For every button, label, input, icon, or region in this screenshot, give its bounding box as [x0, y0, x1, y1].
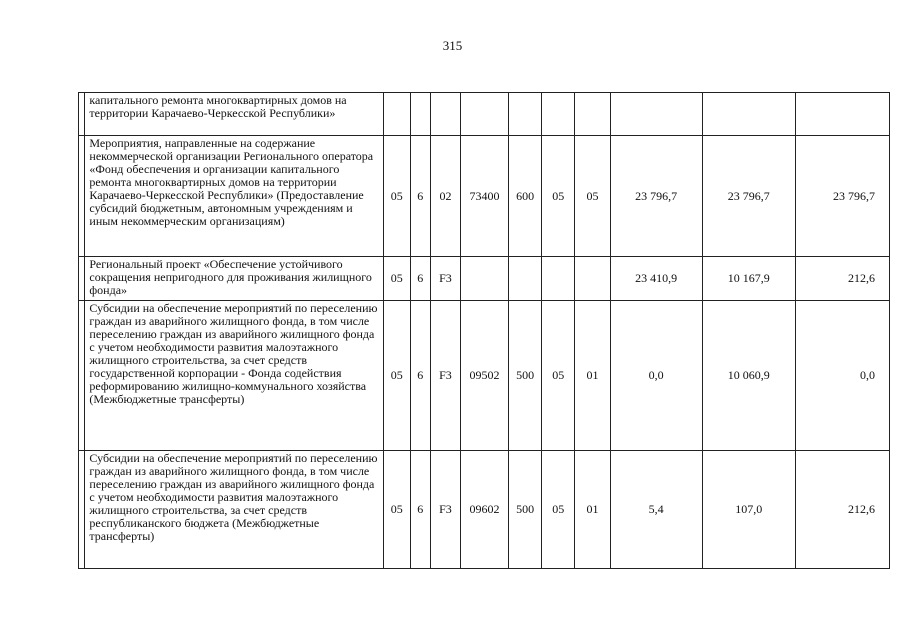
- description-cell: Мероприятия, направленные на содержание некоммерческой организации Регионального оператора «Фонд обеспечения и организации капитального ремонта многоквартирных домов на территории Карачаево-Черкесской Республики» (Предоставление субсидий бюджетным, автономным учреждениям и иным некоммерческим организациям): [85, 136, 384, 257]
- code-cell: [460, 93, 508, 136]
- description-cell: Субсидии на обеспечение мероприятий по переселению граждан из аварийного жилищного фонда, в том числе переселению граждан из аварийного жилищного фонда с учетом необходимости развития малоэтажного жилищного строительства, за счет средств республиканского бюджета (Межбюджетные трансферты): [85, 451, 384, 569]
- code-cell: 05: [383, 301, 410, 451]
- description-cell: Региональный проект «Обеспечение устойчивого сокращения непригодного для проживания жилищного фонда»: [85, 257, 384, 301]
- amount-cell: 10 060,9: [702, 301, 795, 451]
- code-cell: 73400: [460, 136, 508, 257]
- code-cell: 09502: [460, 301, 508, 451]
- code-cell: 05: [575, 136, 610, 257]
- code-cell: 05: [383, 257, 410, 301]
- table-row: [79, 93, 890, 136]
- code-cell: [383, 93, 410, 136]
- amount-cell: 23 796,7: [795, 136, 889, 257]
- amount-cell: 5,4: [610, 451, 702, 569]
- code-cell: [542, 257, 575, 301]
- code-cell: 05: [542, 451, 575, 569]
- code-cell: F3: [430, 257, 460, 301]
- table-row: [79, 136, 890, 257]
- amount-cell: 212,6: [795, 257, 889, 301]
- amount-cell: 10 167,9: [702, 257, 795, 301]
- code-cell: 500: [509, 451, 542, 569]
- code-cell: [575, 257, 610, 301]
- code-cell: 6: [410, 136, 430, 257]
- code-cell: 05: [383, 451, 410, 569]
- code-cell: [542, 93, 575, 136]
- code-cell: [509, 93, 542, 136]
- code-cell: 05: [542, 301, 575, 451]
- amount-cell: 23 410,9: [610, 257, 702, 301]
- amount-cell: 23 796,7: [610, 136, 702, 257]
- page-number: 315: [442, 38, 463, 53]
- amount-cell: [610, 93, 702, 136]
- code-cell: 05: [383, 136, 410, 257]
- code-cell: [430, 93, 460, 136]
- code-cell: [410, 93, 430, 136]
- code-cell: 01: [575, 301, 610, 451]
- code-cell: 09602: [460, 451, 508, 569]
- table-row: [79, 301, 890, 451]
- budget-table: [78, 92, 890, 569]
- code-cell: 01: [575, 451, 610, 569]
- code-cell: [575, 93, 610, 136]
- amount-cell: 107,0: [702, 451, 795, 569]
- code-cell: 600: [509, 136, 542, 257]
- table-row: [79, 257, 890, 301]
- code-cell: 500: [509, 301, 542, 451]
- amount-cell: 23 796,7: [702, 136, 795, 257]
- code-cell: 6: [410, 257, 430, 301]
- description-cell: капитального ремонта многоквартирных домов на территории Карачаево-Черкесской Республики»: [85, 93, 384, 136]
- code-cell: F3: [430, 301, 460, 451]
- amount-cell: 212,6: [795, 451, 889, 569]
- code-cell: 02: [430, 136, 460, 257]
- table-row: [79, 451, 890, 569]
- code-cell: [460, 257, 508, 301]
- description-cell: Субсидии на обеспечение мероприятий по переселению граждан из аварийного жилищного фонда, в том числе переселению граждан из аварийного жилищного фонда с учетом необходимости развития малоэтажного жилищного строительства, за счет средств государственной корпорации - Фонда содействия реформированию жилищно-коммунального хозяйства (Межбюджетные трансферты): [85, 301, 384, 451]
- amount-cell: [795, 93, 889, 136]
- code-cell: F3: [430, 451, 460, 569]
- code-cell: 05: [542, 136, 575, 257]
- amount-cell: 0,0: [610, 301, 702, 451]
- amount-cell: [702, 93, 795, 136]
- amount-cell: 0,0: [795, 301, 889, 451]
- code-cell: 6: [410, 301, 430, 451]
- code-cell: [509, 257, 542, 301]
- code-cell: 6: [410, 451, 430, 569]
